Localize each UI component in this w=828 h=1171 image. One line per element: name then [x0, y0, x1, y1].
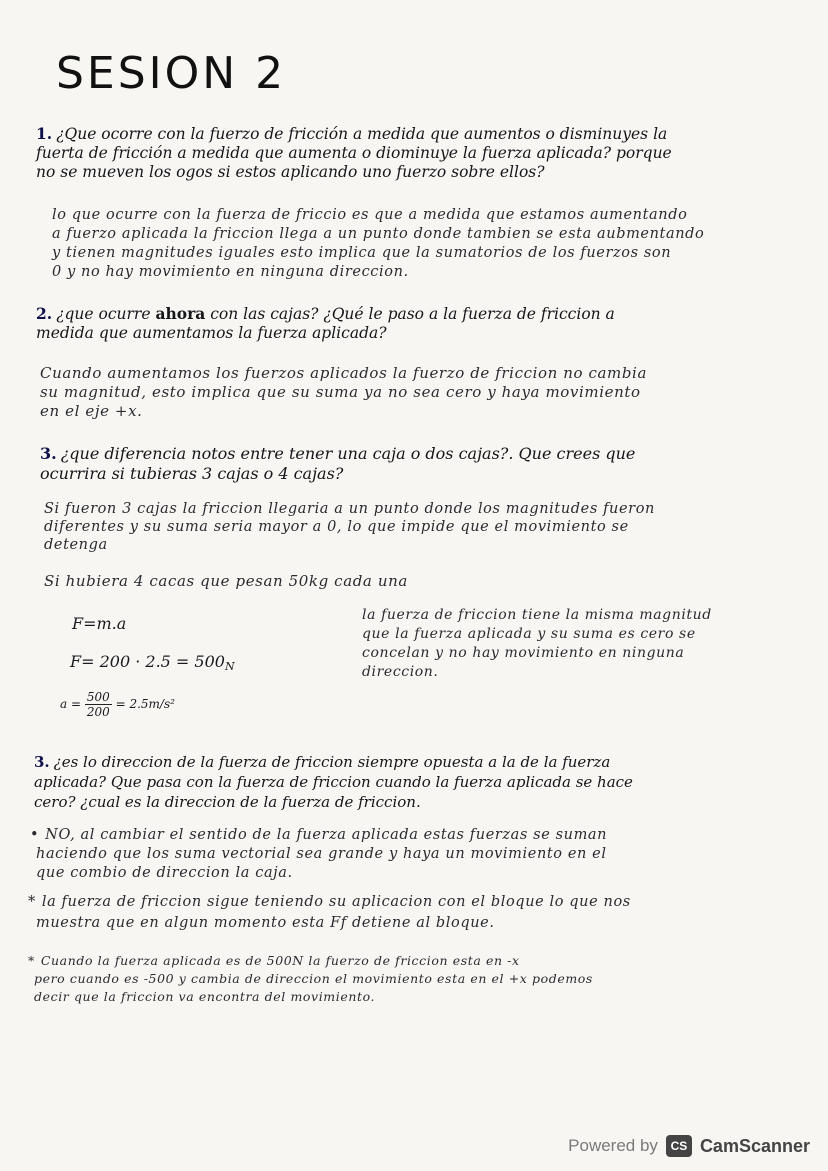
camscanner-logo-icon: CS — [666, 1135, 692, 1157]
question-text: ocurrira si tubieras 3 cajas o 4 cajas? — [40, 464, 344, 483]
question-text: ¿que diferencia notos entre tener una caja o dos cajas?. Que crees que — [60, 444, 636, 463]
bullet-1 — [30, 826, 607, 883]
answer-line: lo que ocurre con la fuerza de friccio es que a medida que estamos aumentando — [52, 207, 688, 223]
side-note-line: la fuerza de friccion tiene la misma magnitud — [362, 607, 712, 623]
answer-line: Si hubiera 4 cacas que pesan 50kg cada una — [44, 572, 408, 590]
answer-1 — [52, 206, 704, 282]
bullet-text: haciendo que los suma vectorial sea grande y haya un movimiento en el — [36, 846, 607, 862]
camscanner-brand: CamScanner — [699, 1135, 810, 1156]
unit-newton: N — [224, 660, 235, 673]
side-note-line: que la fuerza aplicada y su suma es cero se — [362, 626, 696, 642]
question-4 — [34, 752, 633, 812]
bullet-mark: * — [28, 894, 36, 910]
answer-2 — [40, 364, 647, 421]
bullet-mark: • — [30, 827, 40, 843]
formula-acceleration-result: = 2.5m/s² — [115, 697, 175, 711]
question-number: 3. — [40, 444, 57, 463]
bullet-text: NO, al cambiar el sentido de la fuerza aplicada estas fuerzas se suman — [45, 827, 608, 843]
camscanner-watermark — [568, 1135, 810, 1157]
bullet-text: que combio de direccion la caja. — [36, 865, 293, 881]
side-note-line: concelan y no hay movimiento en ninguna — [362, 645, 685, 661]
formula-acceleration — [60, 690, 175, 719]
question-number: 1. — [36, 124, 53, 143]
question-2 — [36, 304, 615, 343]
question-text: medida que aumentamos la fuerza aplicada? — [36, 324, 387, 342]
bullet-text: la fuerza de friccion sigue teniendo su aplicacion con el bloque lo que nos — [41, 894, 631, 910]
fraction — [85, 690, 112, 719]
formula-force-text: F= 200 · 2.5 = 500 — [70, 652, 225, 671]
answer-line: y tienen magnitudes iguales esto implica que la sumatorios de los fuerzos son — [52, 245, 672, 261]
answer-line: Si fueron 3 cajas la friccion llegaria a un punto donde los magnitudes fueron — [44, 501, 655, 517]
answer-line: a fuerzo aplicada la friccion llega a un punto donde tambien se esta aubmentando — [52, 226, 705, 242]
bullet-mark: * — [28, 953, 35, 968]
question-text: cero? ¿cual es la direccion de la fuerza de friccion. — [34, 793, 421, 811]
answer-line: detenga — [44, 537, 108, 553]
side-note — [362, 606, 712, 682]
page-title: SESION 2 — [56, 48, 287, 99]
bullet-2 — [28, 892, 631, 934]
question-text: no se mueven los ogos si estos aplicando uno fuerzo sobre ellos? — [36, 163, 545, 181]
bullet-3 — [28, 952, 593, 1006]
answer-3 — [44, 500, 655, 554]
bullet-text: Cuando la fuerza aplicada es de 500N la fuerzo de friccion esta en -x — [40, 953, 520, 968]
answer-line: su magnitud, esto implica que su suma ya no sea cero y haya movimiento — [40, 383, 641, 401]
question-1 — [36, 124, 672, 182]
answer-line: en el eje +x. — [40, 402, 143, 420]
emphasis-word: ahora — [155, 304, 206, 323]
answer-line: 0 y no hay movimiento en ninguna direccion. — [52, 264, 409, 280]
question-number: 3. — [34, 753, 50, 771]
question-3 — [40, 444, 635, 484]
answer-3-extra — [44, 572, 408, 591]
question-text: ¿Que ocorre con la fuerzo de fricción a medida que aumentos o disminuyes la — [56, 125, 668, 143]
bullet-text: pero cuando es -500 y cambia de direccion el movimiento esta en el +x podemos — [34, 971, 593, 986]
answer-line: diferentes y su suma seria mayor a 0, lo que impide que el movimiento se — [44, 519, 629, 535]
formula-acceleration-label: a = — [60, 697, 82, 711]
bullet-text: decir que la friccion va encontra del movimiento. — [34, 989, 376, 1004]
side-note-line: direccion. — [362, 664, 439, 680]
question-text: ¿es lo direccion de la fuerza de friccion siempre opuesta a la de la fuerza — [53, 753, 611, 771]
formula-force — [70, 652, 235, 673]
fraction-numerator: 500 — [86, 690, 110, 704]
answer-line: Cuando aumentamos los fuerzos aplicados la fuerzo de friccion no cambia — [40, 364, 647, 382]
question-text: aplicada? Que pasa con la fuerza de friccion cuando la fuerza aplicada se hace — [34, 773, 633, 791]
powered-by-label: Powered by — [568, 1136, 658, 1155]
bullet-text: muestra que en algun momento esta Ff detiene al bloque. — [36, 915, 495, 931]
question-number: 2. — [36, 304, 53, 323]
formula-newton: F=m.a — [72, 614, 127, 633]
question-text: ¿que ocurre — [56, 305, 151, 323]
question-text: con las cajas? ¿Qué le paso a la fuerza de friccion a — [210, 305, 615, 323]
question-text: fuerta de fricción a medida que aumenta o diominuye la fuerza aplicada? porque — [36, 144, 672, 162]
fraction-denominator: 200 — [86, 705, 110, 719]
